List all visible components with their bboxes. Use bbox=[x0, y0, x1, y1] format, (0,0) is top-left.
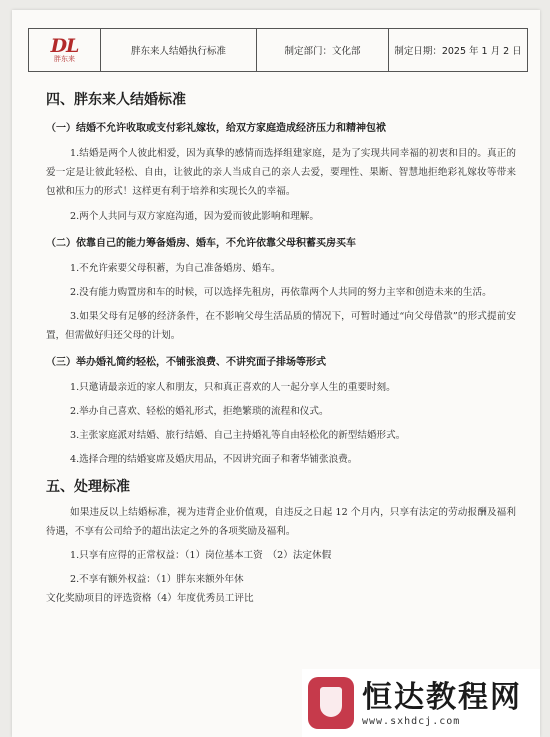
watermark-url: www.sxhdcj.com bbox=[362, 715, 461, 727]
section-4-title: 四、胖东来人结婚标准 bbox=[46, 92, 186, 108]
department-field: 制定部门：文化部 bbox=[257, 29, 389, 71]
paragraph: 1.只邀请最亲近的家人和朋友，只和真正喜欢的人一起分享人生的重要时刻。 bbox=[70, 382, 396, 393]
date-field: 制定日期：2025 年 1 月 2 日 bbox=[394, 46, 522, 57]
logo bbox=[29, 29, 101, 71]
document-header-table bbox=[28, 28, 528, 72]
paragraph: 2.两个人共同与双方家庭沟通，因为爱而彼此影响和理解。 bbox=[70, 211, 319, 222]
paragraph: 4.选择合理的结婚宴席及婚庆用品，不因讲究面子和奢华铺张浪费。 bbox=[70, 454, 358, 465]
logo-mark: DL bbox=[50, 34, 79, 57]
paragraph: 1.不允许索要父母积蓄，为自己准备婚房、婚车。 bbox=[70, 263, 281, 274]
paragraph: 如果违反以上结婚标准，视为违背企业价值观，自违反之日起 12 个月内，只享有法定的劳动报酬及福利待遇，不享有公司给予的超出法定之外的各项奖励及福利。 bbox=[46, 507, 516, 537]
paragraph: 1.结婚是两个人彼此相爱，因为真挚的感情而选择组建家庭，是为了实现共同幸福的初衷和目的。真正的爱一定是让彼此轻松、自由，让彼此的亲人当成自己的亲人去爱，要理性、果断、智慧地拒绝彩礼嫁妆等带来包袱和压力的形式！这样更有利于培养和实现长久的幸福。 bbox=[46, 148, 516, 197]
subsection-4-2-title: （二）依靠自己的能力筹备婚房、婚车，不允许依靠父母积蓄买房买车 bbox=[46, 238, 356, 249]
paragraph: 文化奖励项目的评选资格（4）年度优秀员工评比 bbox=[46, 593, 254, 604]
document-title: 胖东来人结婚执行标准 bbox=[101, 29, 257, 71]
paragraph: 3.如果父母有足够的经济条件，在不影响父母生活品质的情况下，可暂时通过“向父母借款”的形式提前安置，但需做好归还父母的计划。 bbox=[46, 311, 516, 341]
paragraph: 2.不享有额外权益：（1）胖东来额外年休 bbox=[70, 574, 244, 585]
paragraph: 3.主张家庭派对结婚、旅行结婚、自己主持婚礼等自由轻松化的新型结婚形式。 bbox=[70, 430, 406, 441]
document-body bbox=[46, 90, 516, 608]
logo-subtitle: 胖东来 bbox=[54, 54, 75, 63]
subsection-4-1-title: （一）结婚不允许收取或支付彩礼嫁妆，给双方家庭造成经济压力和精神包袱 bbox=[46, 123, 386, 134]
site-logo-icon bbox=[308, 677, 354, 729]
watermark-name: 恒达教程网 bbox=[362, 679, 522, 715]
paragraph: 2.举办自己喜欢、轻松的婚礼形式，拒绝繁琐的流程和仪式。 bbox=[70, 406, 329, 417]
paragraph: 1.只享有应得的正常权益：（1）岗位基本工资 （2）法定休假 bbox=[70, 550, 332, 561]
document-page bbox=[12, 10, 540, 737]
paragraph: 2.没有能力购置房和车的时候，可以选择先租房，再依靠两个人共同的努力主宰和创造未来的生活。 bbox=[70, 287, 492, 298]
section-5-title: 五、处理标准 bbox=[46, 479, 130, 495]
site-watermark bbox=[302, 669, 540, 737]
subsection-4-3-title: （三）举办婚礼简约轻松，不铺张浪费、不讲究面子排场等形式 bbox=[46, 357, 326, 368]
